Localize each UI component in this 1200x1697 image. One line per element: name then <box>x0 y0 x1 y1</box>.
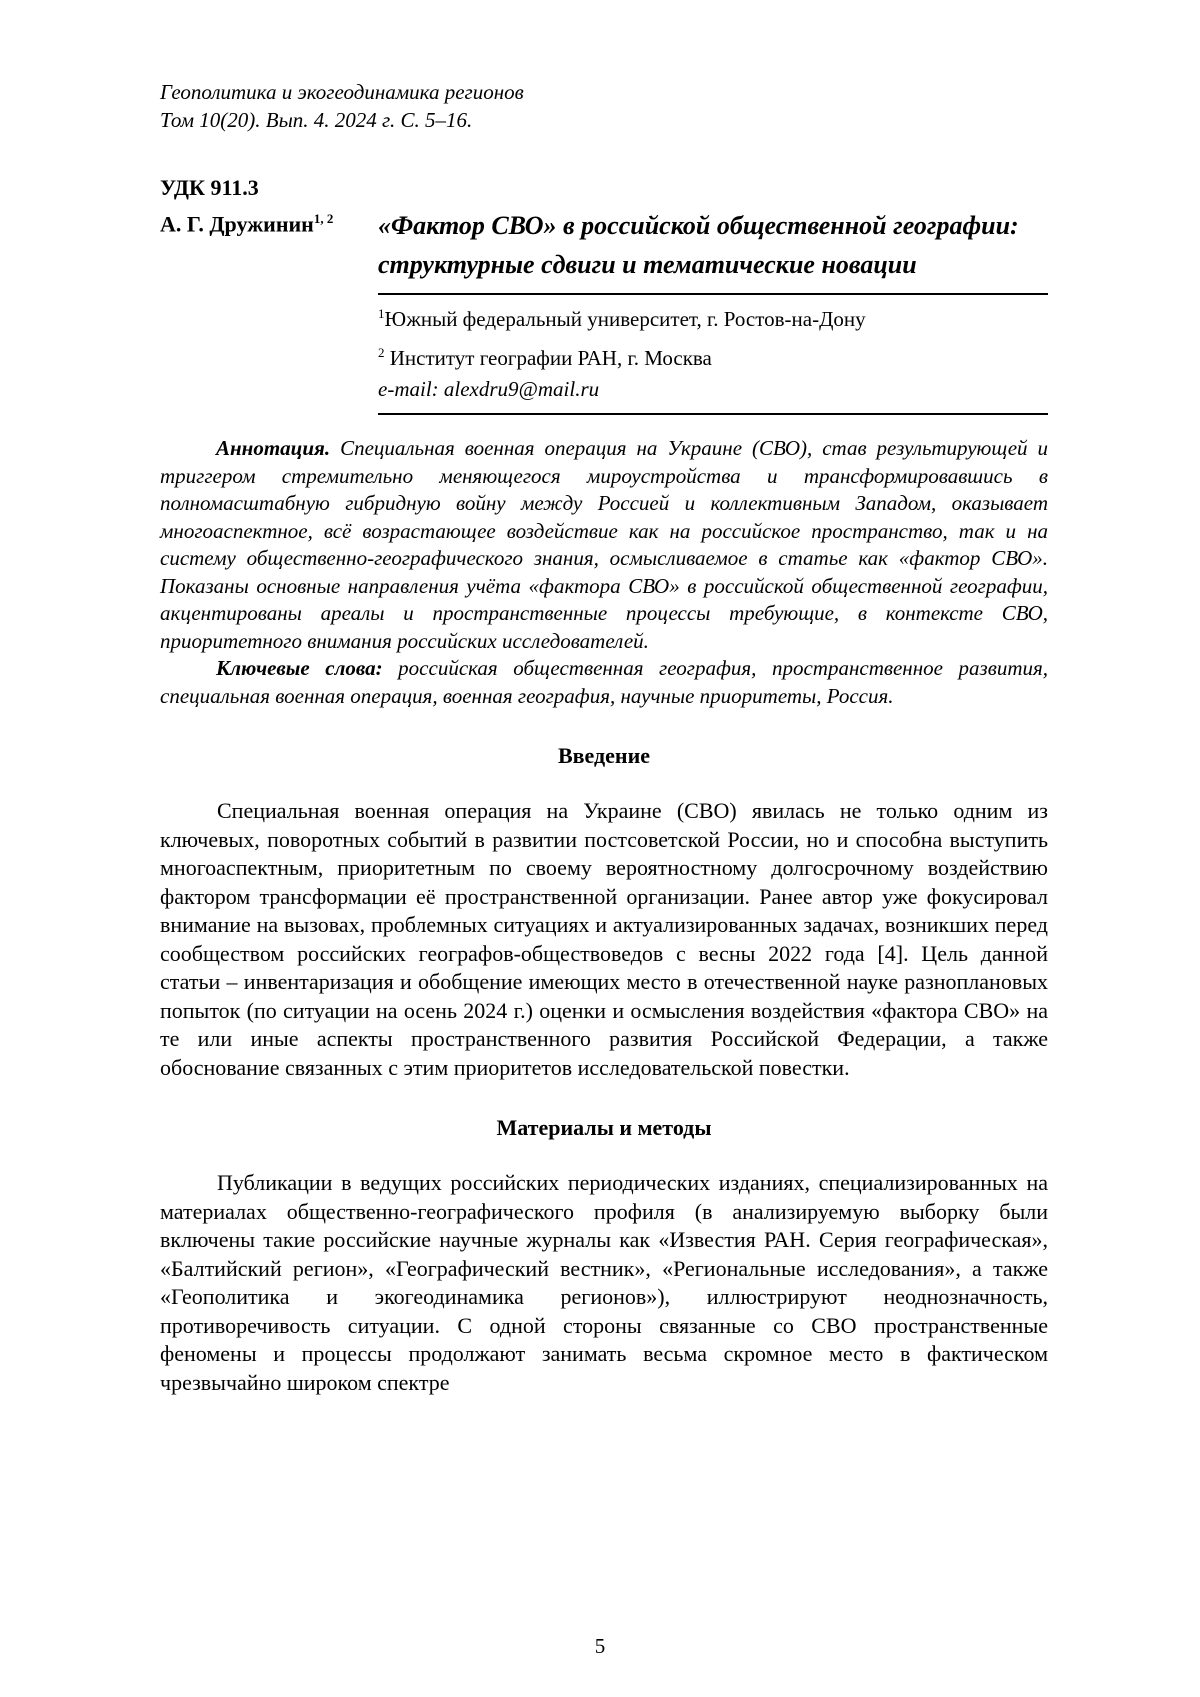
keywords-text: российская общественная география, пространственное развития, специальная военная операция, военная география, научные приоритеты, Россия. <box>160 656 1049 708</box>
section-heading-introduction: Введение <box>557 743 651 768</box>
affiliation-2-text: Институт географии РАН, г. Москва <box>389 346 712 370</box>
author-affiliation-marks: 1, 2 <box>313 211 334 226</box>
affiliation-2 <box>378 338 1048 373</box>
title-divider-bottom <box>378 413 1048 415</box>
author-title-block <box>160 206 1048 415</box>
author-name: А. Г. Дружинин <box>160 211 314 237</box>
affiliation-1-text: Южный федеральный университет, г. Ростов-на-Дону <box>384 307 866 331</box>
journal-issue-info: Том 10(20). Вып. 4. 2024 г. С. 5–16. <box>160 108 473 132</box>
abstract-label: Аннотация. <box>216 436 331 460</box>
section-heading-materials-methods: Материалы и методы <box>496 1115 712 1140</box>
author-block <box>160 206 378 415</box>
materials-methods-paragraph: Публикации в ведущих российских периодических изданиях, специализированных на материалах общественно-географического профиля (в анализируемую выборку были включены такие российские научные журналы как «Известия РАН. Серия географическая», «Балтийский регион», «Географический вестник», «Региональные исследования», а также «Геополитика и экогеодинамика регионов»), иллюстрируют неоднозначность, противоречивость ситуации. С одной стороны связанные со СВО пространственные феномены и процессы продолжают занимать весьма скромное место в фактическом чрезвычайно широком спектре <box>160 1170 1048 1395</box>
journal-header <box>160 78 1048 134</box>
page-number: 5 <box>594 1634 606 1658</box>
abstract-text: Специальная военная операция на Украине (СВО), став результирующей и триггером стремительно меняющегося мироустройства и трансформировавшись в полномасштабную гибридную войну между Россией и коллективным Западом, оказывает многоаспектное, всё возрастающее воздействие как на российское пространство, так и на систему общественно-географического знания, осмысливаемое в статье как «фактор СВО». Показаны основные направления учёта «фактора СВО» в российской общественной географии, акцентированы ареалы и пространственные процессы требующие, в контексте СВО, приоритетного внимания российских исследователей. <box>160 436 1048 653</box>
journal-title: Геополитика и экогеодинамика регионов <box>160 80 524 104</box>
author-email: e-mail: alexdru9@mail.ru <box>378 377 600 401</box>
keywords-label: Ключевые слова: <box>216 656 383 680</box>
affiliation-1 <box>378 299 1048 334</box>
affiliation-1-mark: 1 <box>378 306 385 321</box>
affiliation-2-mark: 2 <box>378 345 385 360</box>
article-title: «Фактор СВО» в российской общественной географии: структурные сдвиги и тематические новации <box>378 211 1019 279</box>
title-block <box>378 206 1048 415</box>
title-divider-top <box>378 293 1048 295</box>
udc-code: УДК 911.3 <box>160 175 259 200</box>
abstract-paragraph <box>160 435 1048 655</box>
introduction-paragraph: Специальная военная операция на Украине (СВО) явилась не только одним из ключевых, поворотных событий в развитии постсоветской России, но и способна выступить многоаспектным, приоритетным по своему вероятностному долгосрочному воздействию фактором трансформации её пространственной организации. Ранее автор уже фокусировал внимание на вызовах, проблемных ситуациях и актуализированных задачах, возникших перед сообществом российских географов-обществоведов с весны 2022 года [4]. Цель данной статьи – инвентаризация и обобщение имеющих место в отечественной науке разноплановых попыток (по ситуации на осень 2024 г.) оценки и осмысления воздействия «фактора СВО» на те или иные аспекты пространственного развития Российской Федерации, а также обоснование связанных с этим приоритетов исследовательской повестки. <box>160 798 1048 1080</box>
keywords-paragraph <box>160 655 1048 710</box>
